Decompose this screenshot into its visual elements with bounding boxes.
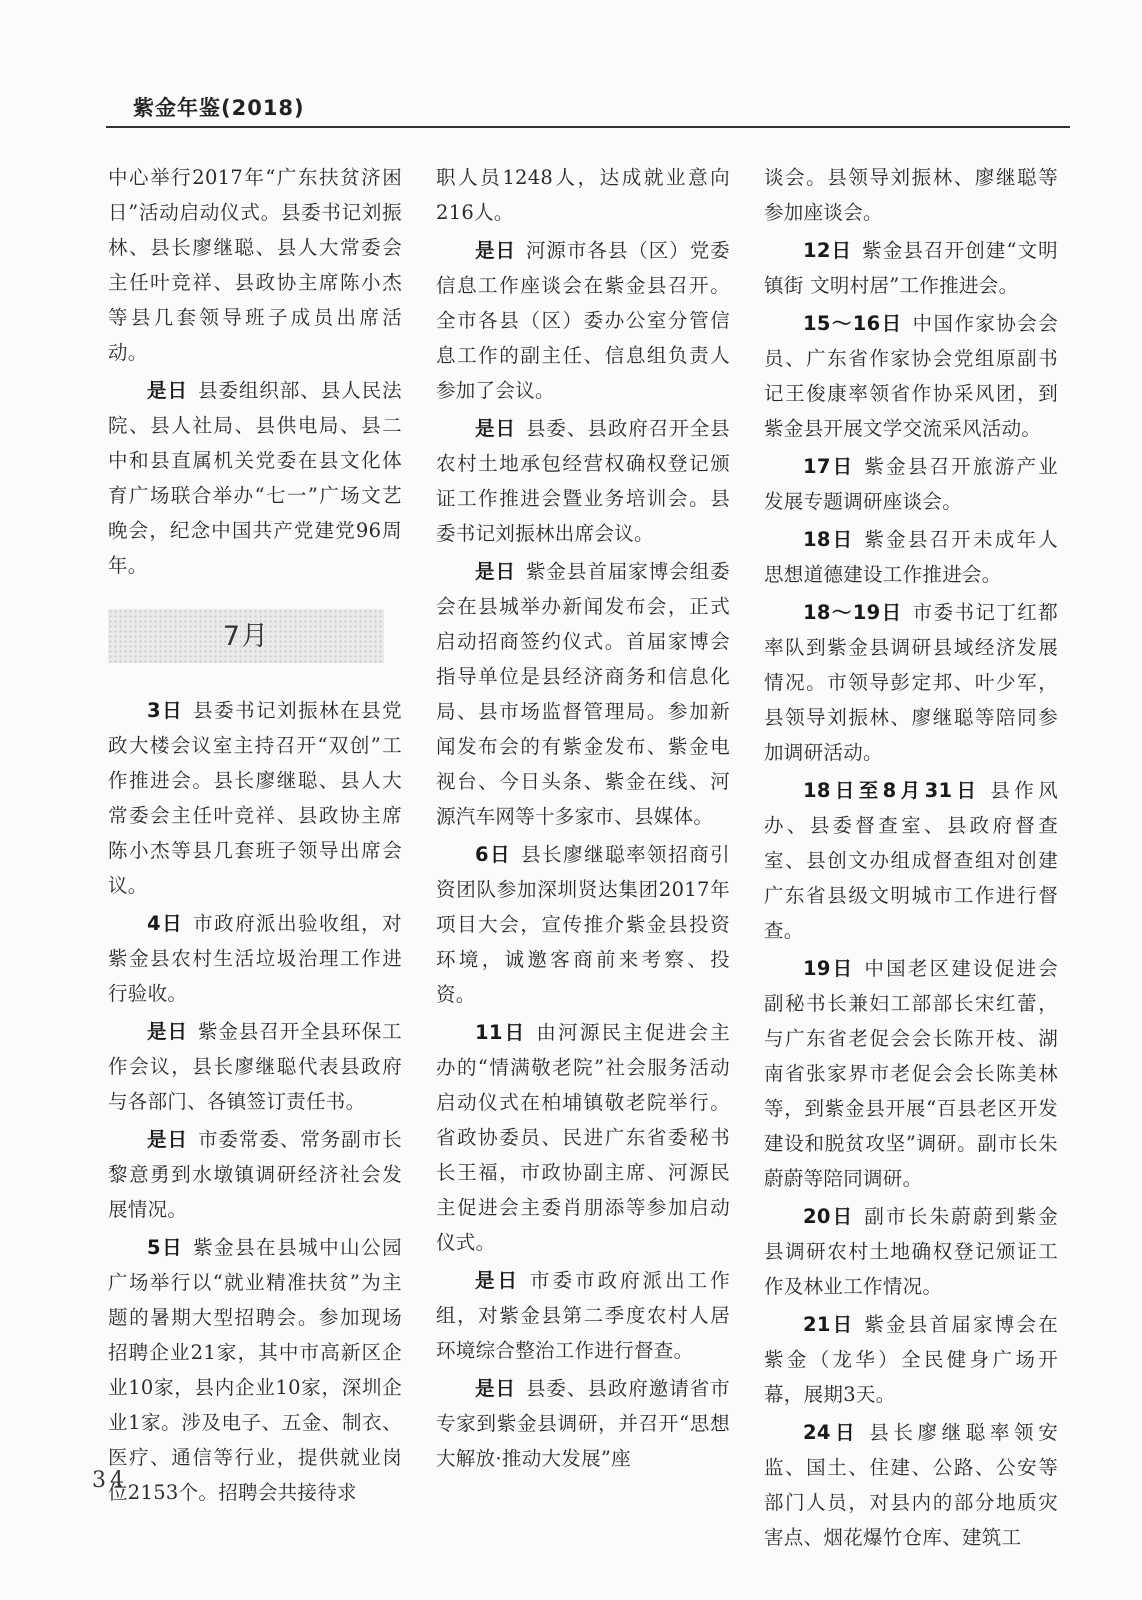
entry-text: 市委书记丁红都率队到紫金县调研县域经济发展情况。市领导彭定邦、叶少军，县领导刘振林、廖继聪等陪同参加调研活动。 xyxy=(764,601,1058,764)
entry-date: 18日 xyxy=(803,528,855,551)
entry-text: 副市长朱蔚蔚到紫金县调研农村土地确权登记颁证工作及林业工作情况。 xyxy=(764,1205,1058,1298)
column-2 xyxy=(436,160,730,1479)
entry-text: 县作风办、县委督查室、县政府督查室、县创文办组成督查组对创建广东省县级文明城市工作进行督查。 xyxy=(764,779,1058,942)
header-rule xyxy=(106,126,1070,128)
chronicle-entry xyxy=(436,837,730,1012)
entry-date: 15～16日 xyxy=(803,312,903,335)
chronicle-entry xyxy=(764,233,1058,303)
column-1-entries-before xyxy=(108,160,402,583)
entry-text: 县委书记刘振林在县党政大楼会议室主持召开“双创”工作推进会。县长廖继聪、县人大常委会主任叶竞祥、县政协主席陈小杰等县几套班子领导出席会议。 xyxy=(108,699,402,897)
entry-text: 市政府派出验收组，对紫金县农村生活垃圾治理工作进行验收。 xyxy=(108,912,402,1005)
entry-date: 4日 xyxy=(147,912,184,935)
chronicle-entry xyxy=(108,373,402,583)
entry-text: 县委、县政府召开全县农村土地承包经营权确权登记颁证工作推进会暨业务培训会。县委书记刘振林出席会议。 xyxy=(436,417,730,545)
chronicle-entry xyxy=(108,906,402,1011)
entry-text: 紫金县首届家博会在紫金（龙华）全民健身广场开幕，展期3天。 xyxy=(764,1313,1058,1406)
entry-text: 谈会。县领导刘振林、廖继聪等参加座谈会。 xyxy=(764,166,1058,224)
entry-text: 市委市政府派出工作组，对紫金县第二季度农村人居环境综合整治工作进行督查。 xyxy=(436,1269,730,1362)
entry-text: 中国老区建设促进会副秘书长兼妇工部部长宋红蕾，与广东省老促会会长陈开枝、湖南省张家界市老促会会长陈美林等，到紫金县开展“百县老区开发建设和脱贫攻坚”调研。副市长朱蔚蔚等陪同调研。 xyxy=(764,957,1058,1190)
entry-text: 市委常委、常务副市长黎意勇到水墩镇调研经济社会发展情况。 xyxy=(108,1128,402,1221)
entry-text: 紫金县首届家博会组委会在县城举办新闻发布会，正式启动招商签约仪式。首届家博会指导单位是县经济商务和信息化局、县市场监督管理局。参加新闻发布会的有紫金发布、紫金电视台、今日头条、紫金在线、河源汽车网等十多家市、县媒体。 xyxy=(436,560,730,828)
chronicle-entry xyxy=(436,411,730,551)
column-3 xyxy=(764,160,1058,1558)
chronicle-entry xyxy=(764,449,1058,519)
chronicle-entry xyxy=(436,1263,730,1368)
entry-text: 河源市各县（区）党委信息工作座谈会在紫金县召开。全市各县（区）委办公室分管信息工作的副主任、信息组负责人参加了会议。 xyxy=(436,239,730,402)
chronicle-entry xyxy=(764,1199,1058,1304)
entry-date: 21日 xyxy=(803,1313,855,1336)
entry-date: 12日 xyxy=(803,239,853,262)
chronicle-entry xyxy=(108,693,402,903)
entry-date: 是日 xyxy=(475,1377,516,1400)
chronicle-entry xyxy=(108,1230,402,1510)
entry-date: 17日 xyxy=(803,455,855,478)
entry-text: 紫金县召开未成年人思想道德建设工作推进会。 xyxy=(764,528,1058,586)
running-header-title: 紫金年鉴(2018) xyxy=(133,96,305,120)
month-heading: 7月 xyxy=(222,620,270,652)
chronicle-entry xyxy=(764,595,1058,770)
entry-date: 24日 xyxy=(803,1421,860,1444)
column-3-entries xyxy=(764,160,1058,1555)
entry-text: 紫金县召开全县环保工作会议，县长廖继聪代表县政府与各部门、各镇签订责任书。 xyxy=(108,1020,402,1113)
entry-text: 中国作家协会会员、广东省作家协会党组原副书记王俊康率领省作协采风团，到紫金县开展文学交流采风活动。 xyxy=(764,312,1058,440)
entry-date: 5日 xyxy=(147,1236,184,1259)
entry-date: 是日 xyxy=(147,379,188,402)
chronicle-entry xyxy=(108,1014,402,1119)
column-1-entries-after xyxy=(108,693,402,1510)
chronicle-entry xyxy=(764,1415,1058,1555)
chronicle-entry xyxy=(764,1307,1058,1412)
entry-text: 县委组织部、县人民法院、县人社局、县供电局、县二中和县直属机关党委在县文化体育广场联合举办“七一”广场文艺晚会，纪念中国共产党建党96周年。 xyxy=(108,379,402,577)
chronicle-entry xyxy=(764,951,1058,1196)
entry-text: 紫金县召开创建“文明镇街 文明村居”工作推进会。 xyxy=(764,239,1058,297)
entry-date: 是日 xyxy=(475,1269,521,1292)
column-1 xyxy=(108,160,402,1513)
column-2-entries xyxy=(436,160,730,1476)
entry-text: 中心举行2017年“广东扶贫济困日”活动启动仪式。县委书记刘振林、县长廖继聪、县人大常委会主任叶竞祥、县政协主席陈小杰等县几套领导班子成员出席活动。 xyxy=(108,166,402,364)
chronicle-entry xyxy=(764,522,1058,592)
chronicle-entry xyxy=(436,554,730,834)
chronicle-entry xyxy=(108,1122,402,1227)
entry-text: 县委、县政府邀请省市专家到紫金县调研，并召开“思想大解放·推动大发展”座 xyxy=(436,1377,730,1470)
entry-text: 紫金县召开旅游产业发展专题调研座谈会。 xyxy=(764,455,1058,513)
chronicle-entry xyxy=(436,160,730,230)
entry-date: 是日 xyxy=(475,417,516,440)
month-heading-banner xyxy=(108,609,384,663)
entry-text: 县长廖继聪率领招商引资团队参加深圳贤达集团2017年项目大会，宣传推介紫金县投资环境，诚邀客商前来考察、投资。 xyxy=(436,843,730,1006)
entry-text: 职人员1248人，达成就业意向216人。 xyxy=(436,166,730,224)
chronicle-entry xyxy=(436,1371,730,1476)
entry-text: 县长廖继聪率领安监、国土、住建、公路、公安等部门人员，对县内的部分地质灾害点、烟花爆竹仓库、建筑工 xyxy=(764,1421,1058,1549)
entry-date: 是日 xyxy=(475,239,516,262)
chronicle-entry xyxy=(764,160,1058,230)
chronicle-entry xyxy=(436,233,730,408)
entry-text: 紫金县在县城中山公园广场举行以“就业精准扶贫”为主题的暑期大型招聘会。参加现场招聘企业21家，其中市高新区企业10家，县内企业10家，深圳企业1家。涉及电子、五金、制衣、医疗、通信等行业，提供就业岗位2153个。招聘会共接待求 xyxy=(108,1236,402,1504)
chronicle-entry xyxy=(764,773,1058,948)
entry-date: 3日 xyxy=(147,699,184,722)
entry-text: 由河源民主促进会主办的“情满敬老院”社会服务活动启动仪式在柏埔镇敬老院举行。省政协委员、民进广东省委秘书长王福，市政协副主席、河源民主促进会主委肖朋添等参加启动仪式。 xyxy=(436,1021,730,1254)
entry-date: 19日 xyxy=(803,957,855,980)
entry-date: 20日 xyxy=(803,1205,855,1228)
entry-date: 是日 xyxy=(475,560,516,583)
entry-date: 6日 xyxy=(475,843,512,866)
entry-date: 11日 xyxy=(475,1021,527,1044)
chronicle-entry xyxy=(764,306,1058,446)
entry-date: 18～19日 xyxy=(803,601,903,624)
chronicle-entry xyxy=(108,160,402,370)
entry-date: 是日 xyxy=(147,1128,188,1151)
entry-date: 是日 xyxy=(147,1020,188,1043)
entry-date: 18日至8月31日 xyxy=(803,779,981,802)
chronicle-entry xyxy=(436,1015,730,1260)
page-number: 34 xyxy=(92,1468,128,1493)
